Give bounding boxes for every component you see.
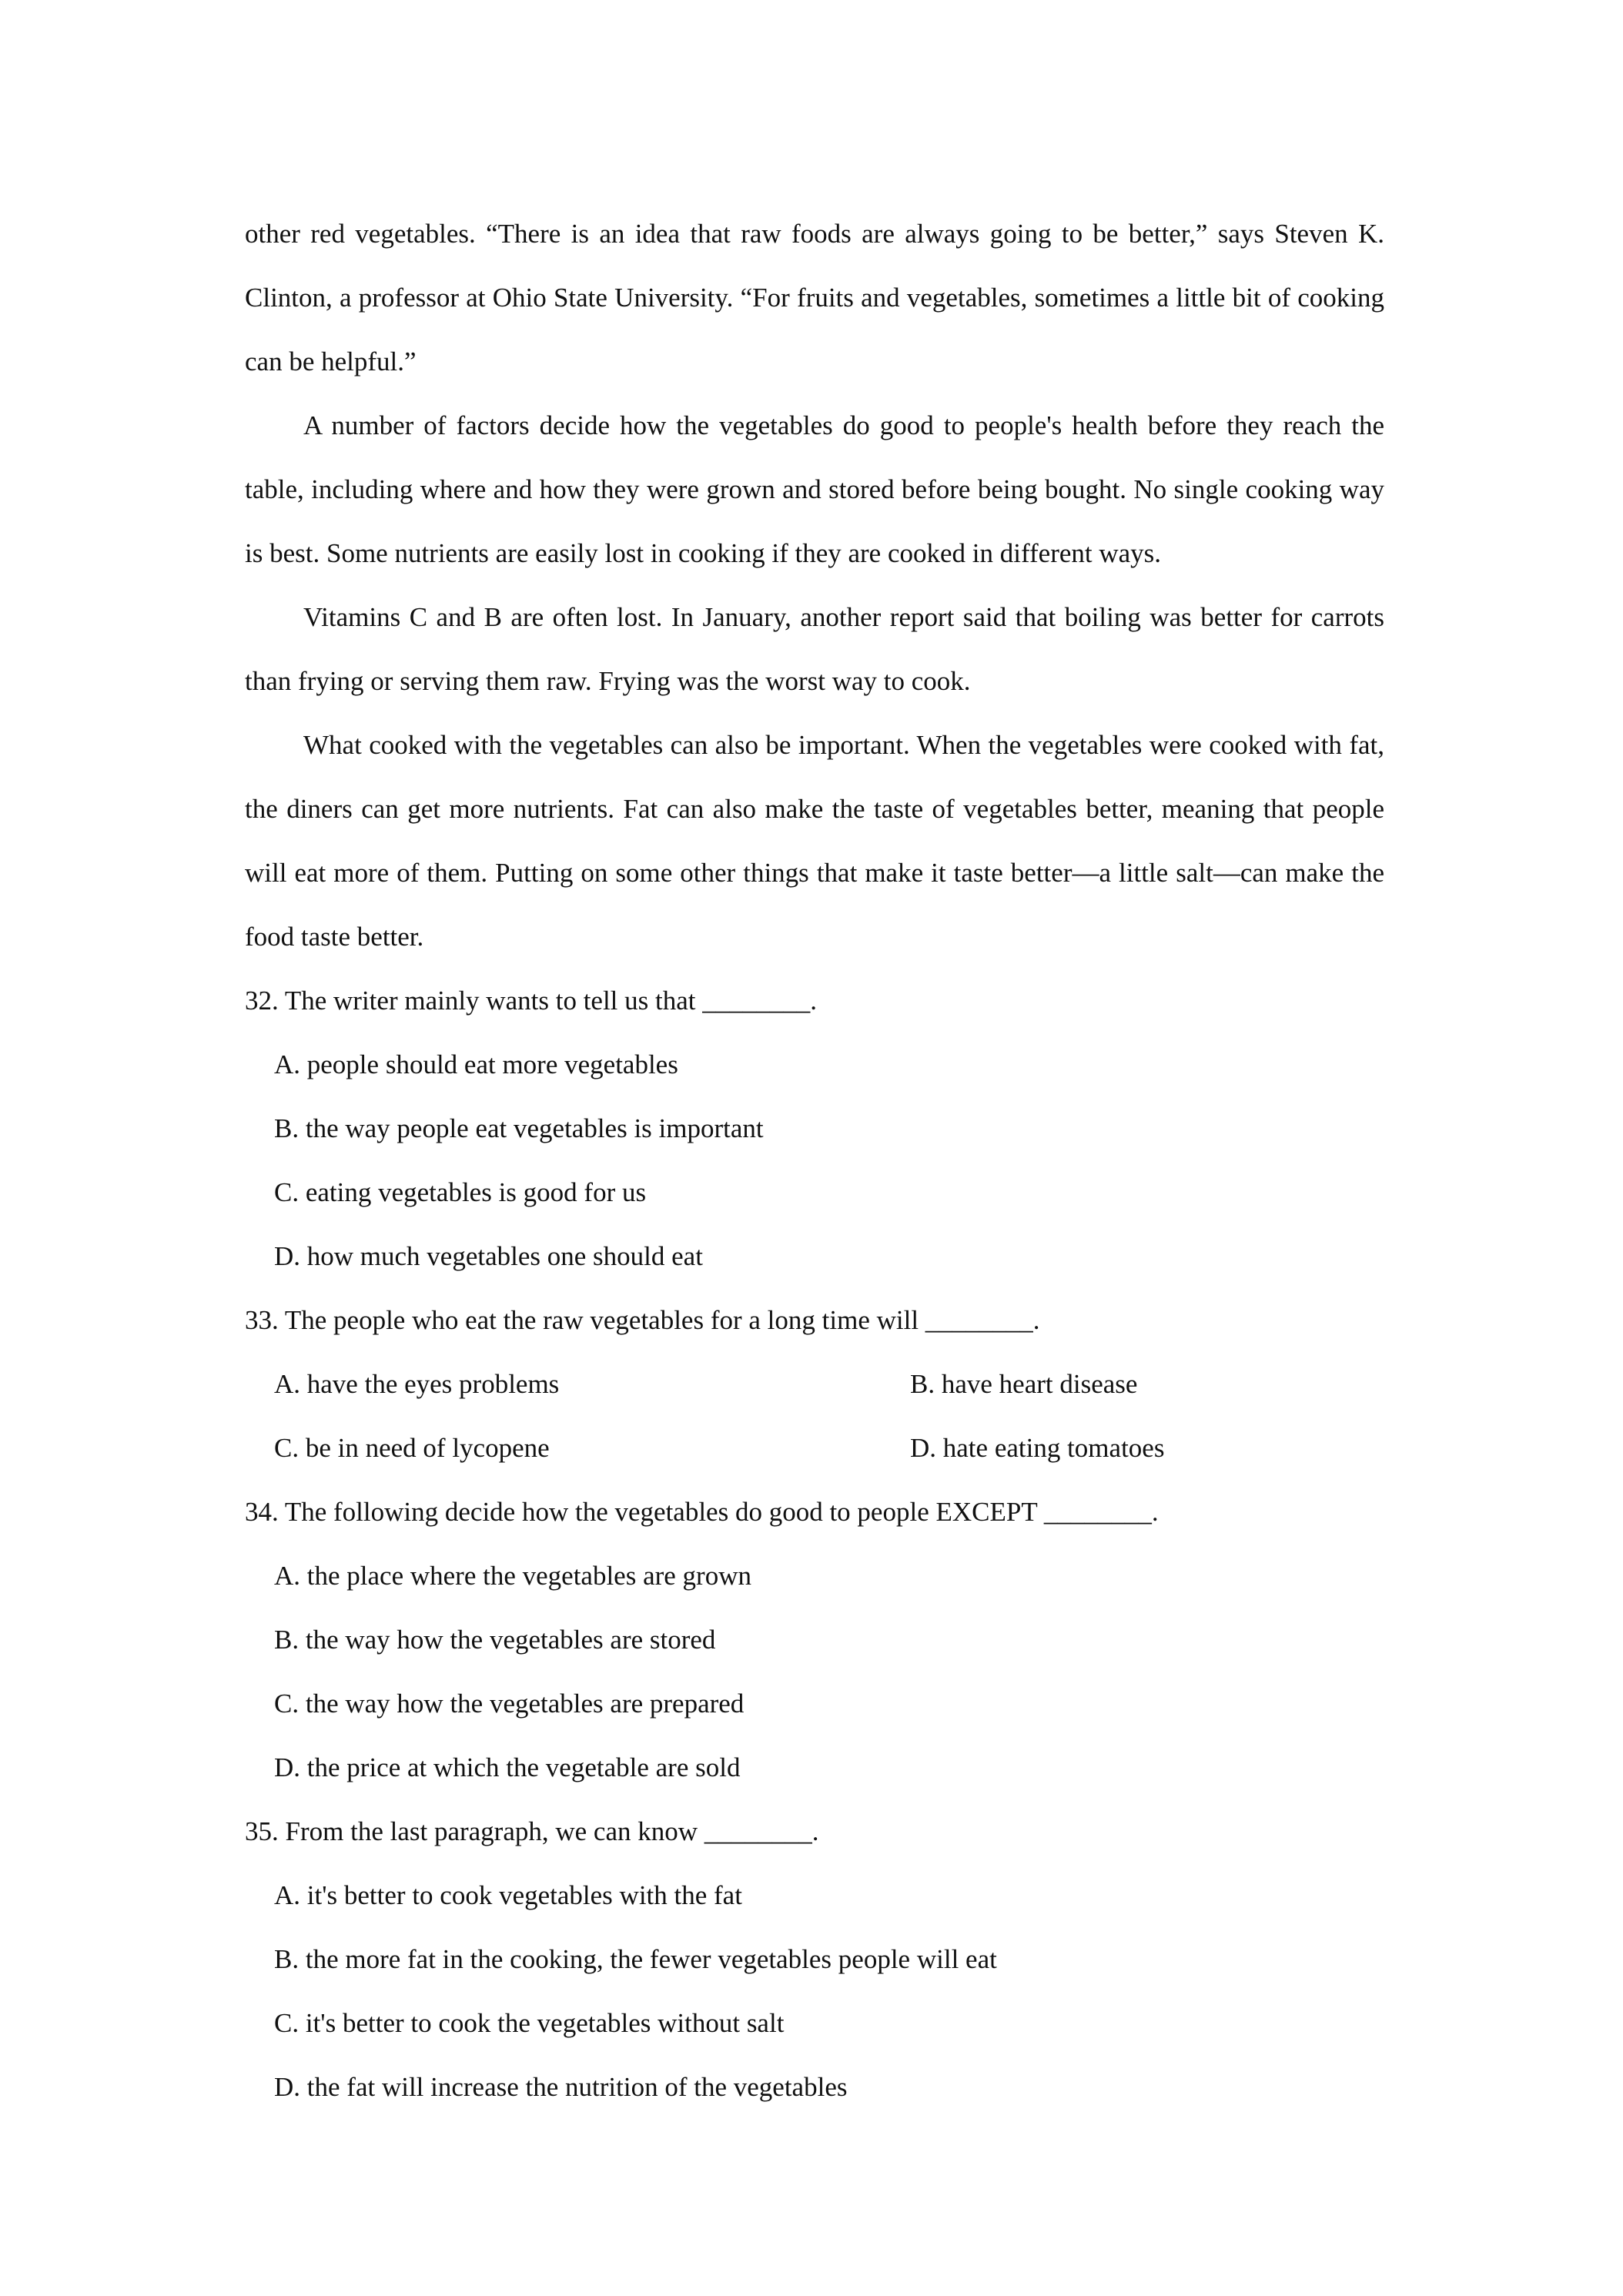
option-c: C. it's better to cook the vegetables without salt — [274, 2008, 785, 2038]
question-34 — [245, 1480, 1384, 1799]
question-32 — [245, 969, 1384, 1288]
question-stem: 33. The people who eat the raw vegetables for a long time will ________. — [245, 1305, 1040, 1335]
option-b: B. the way how the vegetables are stored — [274, 1625, 716, 1655]
question-stem: 32. The writer mainly wants to tell us that ________. — [245, 986, 817, 1016]
option-d: D. the price at which the vegetable are sold — [274, 1752, 741, 1782]
question-35 — [245, 1799, 1384, 2119]
option-a: A. it's better to cook vegetables with the fat — [274, 1880, 742, 1910]
document-page — [245, 202, 1384, 2119]
option-a: A. people should eat more vegetables — [274, 1049, 678, 1079]
option-row — [245, 1352, 1384, 1416]
option-d: D. hate eating tomatoes — [910, 1433, 1165, 1463]
passage-paragraph-4: What cooked with the vegetables can also be important. When the vegetables were cooked with fat, the diners can get more nutrients. Fat can also make the taste of vegetables better, meaning that people will eat more of them. Putting on some other things that make it taste better—a little salt—can make the food taste better. — [245, 730, 1384, 952]
option-b: B. the way people eat vegetables is important — [274, 1113, 764, 1143]
passage-paragraph-3: Vitamins C and B are often lost. In January, another report said that boiling was better for carrots than frying or serving them raw. Frying was the worst way to cook. — [245, 602, 1384, 696]
option-row — [245, 1416, 1384, 1480]
question-stem: 35. From the last paragraph, we can know ________. — [245, 1816, 819, 1846]
passage-paragraph-1: other red vegetables. “There is an idea that raw foods are always going to be better,” says Steven K. Clinton, a professor at Ohio State University. “For fruits and vegetables, sometimes a little bit of cooking can be helpful.” — [245, 219, 1384, 377]
option-c: C. be in need of lycopene — [274, 1433, 550, 1463]
question-33 — [245, 1288, 1384, 1480]
option-c: C. the way how the vegetables are prepared — [274, 1689, 745, 1719]
option-b: B. have heart disease — [910, 1369, 1138, 1399]
question-stem: 34. The following decide how the vegetables do good to people EXCEPT ________. — [245, 1497, 1159, 1527]
option-b: B. the more fat in the cooking, the fewer vegetables people will eat — [274, 1944, 997, 1974]
option-c: C. eating vegetables is good for us — [274, 1177, 647, 1207]
option-a: A. have the eyes problems — [274, 1369, 560, 1399]
option-d: D. the fat will increase the nutrition of the vegetables — [274, 2072, 848, 2102]
option-a: A. the place where the vegetables are grown — [274, 1561, 751, 1591]
passage-paragraph-2: A number of factors decide how the vegetables do good to people's health before they reach the table, including where and how they were grown and stored before being bought. No single cooking way is best. Some nutrients are easily lost in cooking if they are cooked in different ways. — [245, 410, 1384, 568]
option-d: D. how much vegetables one should eat — [274, 1241, 703, 1271]
